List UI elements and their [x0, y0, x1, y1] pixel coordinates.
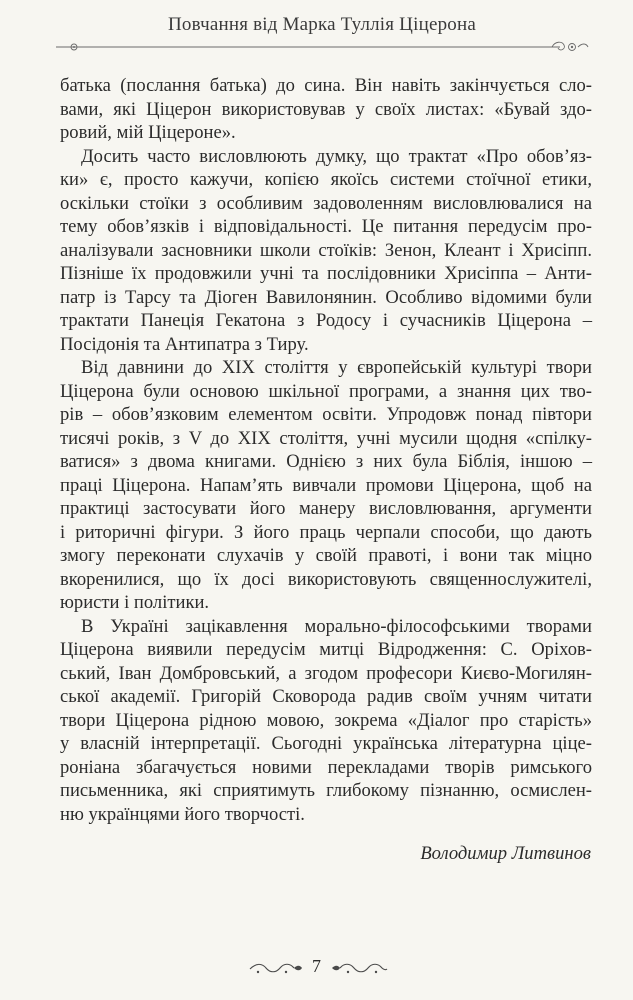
text-line: ки» є, просто кажучи, копією якоїсь системи стоїчної етики, [60, 169, 592, 190]
text-line: трактати Панеція Гекатона з Родосу і сучасників Ціцерона – [60, 310, 592, 331]
text-line: оскільки стоїки з особливим задоволенням висловлювалися на [60, 192, 592, 214]
text-line: рів – обов’язковим елементом освіти. Упродовж понад півтори [60, 404, 592, 425]
text-line: юристи і політики. [60, 592, 210, 613]
text-line: твори Ціцерона рідною мовою, зокрема «Діалог про старість» [60, 709, 592, 731]
text-line: Ціцерона виявили передусім митці Відродження: С. Оріхов- [60, 639, 592, 660]
text-line: Посідонія та Антипатра з Тиру. [60, 333, 309, 355]
page-footer [0, 954, 633, 984]
footer-ornament-right-icon [330, 960, 388, 976]
text-line: аналізували засновники школи стоїків: Зенон, Клеант і Хрисіпп. [60, 239, 592, 261]
text-line: вкоренилися, що їх досі використовують священнослужителі, [60, 568, 592, 590]
text-line: письменника, які сприятимуть глибокому пізнанню, осмислен- [60, 780, 592, 801]
text-line: батька (послання батька) до сина. Він навіть закінчується сло- [60, 75, 592, 96]
text-line: тему обов’язків і відповідальності. Це питання передусім про- [60, 216, 592, 237]
text-line: праці Ціцерона. Напам’ять вивчали промови Ціцерона, щоб на [60, 474, 592, 496]
text-line: ровий, мій Ціцероне». [60, 122, 236, 143]
page-number: 7 [312, 956, 321, 976]
text-line: Ціцерона були основою шкільної програми, а знання цих тво- [60, 380, 592, 402]
text-line: ської академії. Григорій Сковорода радив своїм учням читати [60, 686, 592, 707]
text-line: і риторичні фігури. З його праць черпали способи, що дають [60, 521, 592, 543]
text-line: ватися» з двома книгами. Однією з них була Біблія, іншою – [60, 451, 592, 472]
header-ornament-rule [52, 40, 592, 54]
text-line: практиці застосувати його манеру висловлювання, аргументи [60, 498, 592, 519]
running-header [52, 6, 592, 50]
text-line: Досить часто висловлюють думку, що трактат «Про обов’яз- [81, 145, 592, 167]
text-line: Пізніше їх продовжили учні та послідовники Хрисіппа – Анти- [60, 263, 592, 284]
text-line: вами, які Ціцерон використовував у своїх листах: «Бувай здо- [60, 98, 592, 120]
text-line: тисячі років, з V до XIX століття, учні мусили щодня «спілку- [60, 427, 592, 449]
text-line: ню українцями його творчості. [60, 803, 305, 825]
text-line: у власній інтерпретації. Сьогодні українська літературна ціце- [60, 733, 592, 754]
text-line: змогу переконати слухачів у своїй правоті, і вони так міцно [60, 545, 592, 566]
running-header-title: Повчання від Марка Туллія Ціцерона [168, 14, 476, 35]
body-text [60, 74, 592, 826]
text-line: В Україні зацікавлення морально-філософськими творами [81, 615, 592, 637]
text-line: Від давнини до XIX століття у європейській культурі твори [81, 357, 592, 378]
text-line: ський, Іван Домбровський, а згодом професори Києво-Могилян- [60, 662, 592, 684]
author-signature: Володимир Литвинов [420, 843, 591, 864]
text-line: патр із Тарсу та Діоген Вавилонянин. Особливо відомими були [60, 286, 592, 308]
text-line: роніана збагачується новими перекладами творів римського [60, 756, 592, 778]
